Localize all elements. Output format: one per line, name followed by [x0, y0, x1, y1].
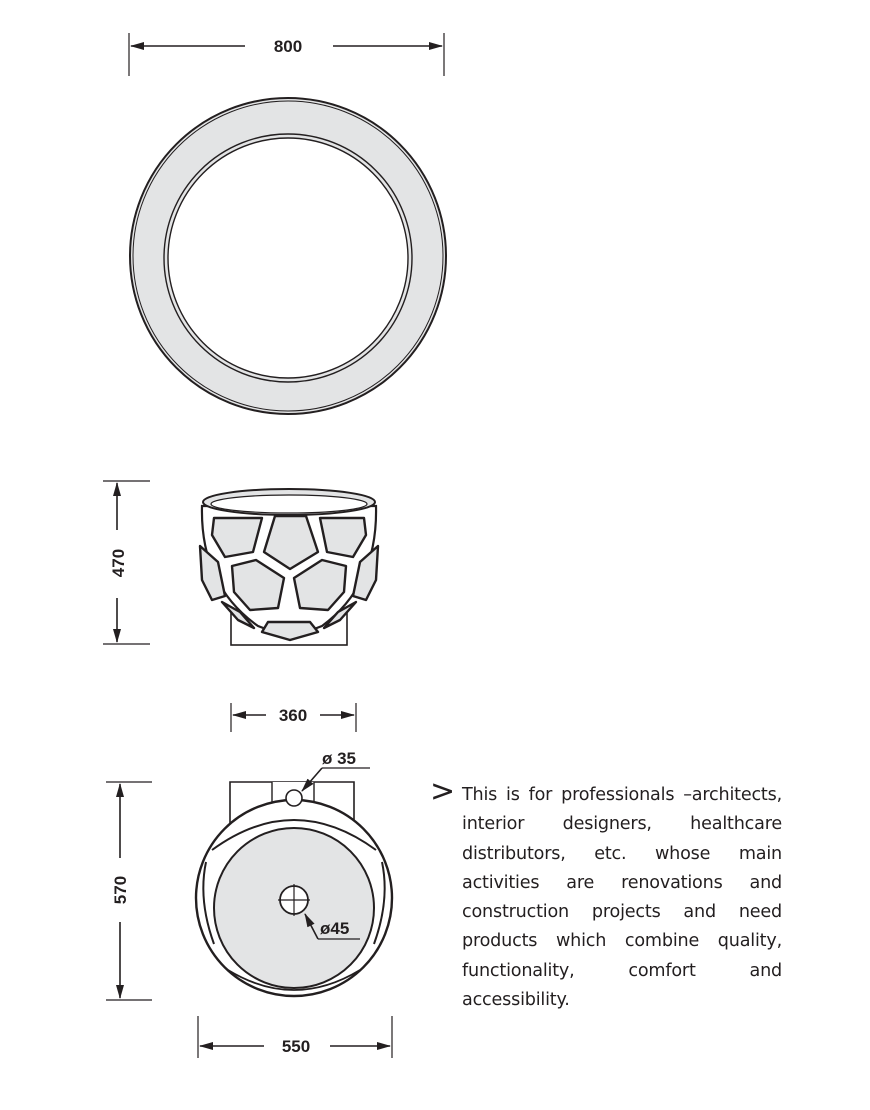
- dimension-360: [231, 703, 356, 732]
- dimension-470-label: 470: [109, 548, 128, 578]
- side-view-basin: [200, 489, 378, 645]
- drain-label: ø45: [320, 919, 350, 938]
- dimension-570: [106, 782, 152, 1000]
- dimension-550: [198, 1016, 392, 1058]
- dimension-800: [129, 33, 444, 76]
- description-block: [430, 774, 800, 1015]
- dimension-570-label: 570: [111, 875, 130, 905]
- chevron-right-icon: >: [430, 774, 456, 809]
- top-view-ring: [130, 98, 446, 414]
- dimension-470: [103, 481, 150, 644]
- description-text: This is for professionals –architects, interior designers, healthcare distributors, etc. whose main activities are renovations and construction projects and need products which combine quality, functionality, comfort and accessibility.: [462, 785, 782, 1011]
- dimension-360-label: 360: [278, 706, 308, 725]
- tap-hole-label: ø 35: [322, 749, 357, 768]
- dimension-550-label: 550: [281, 1037, 311, 1056]
- bottom-view-basin: [196, 782, 392, 996]
- dimension-800-label: 800: [273, 37, 303, 56]
